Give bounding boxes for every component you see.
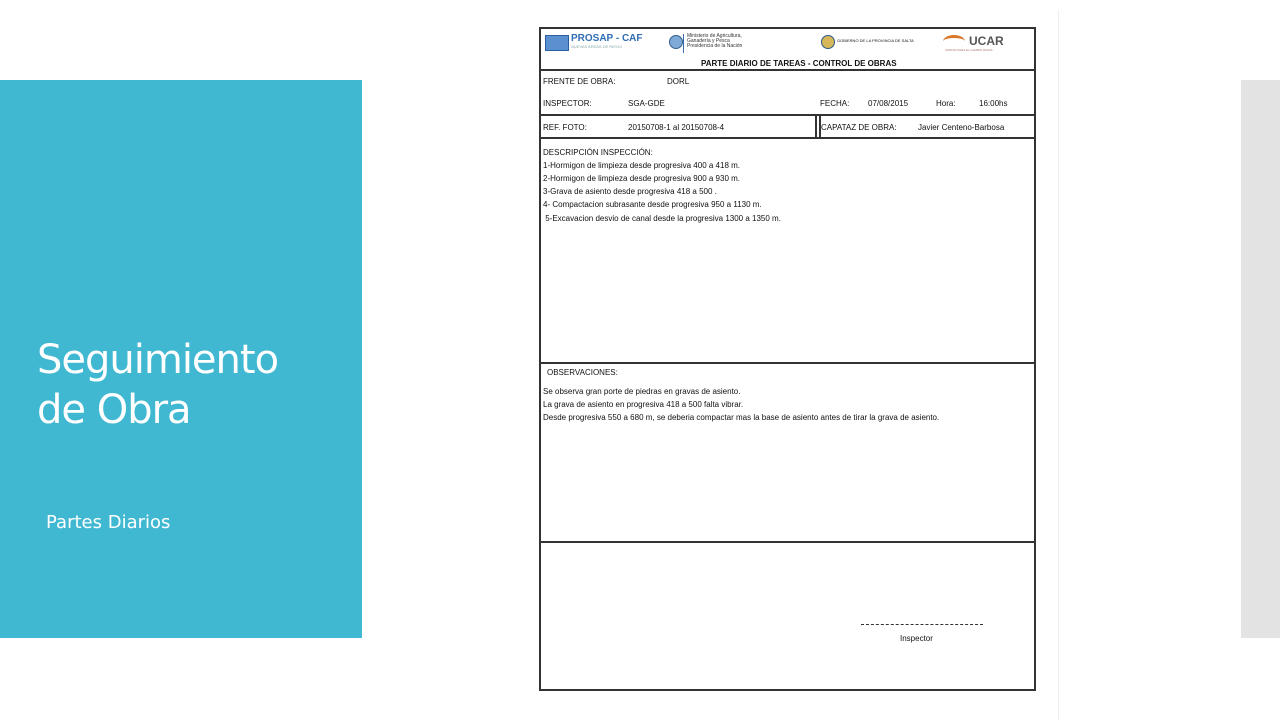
observacion-item: Se observa gran porte de piedras en gravas de asiento. — [543, 387, 741, 396]
right-side-bar — [1241, 80, 1280, 638]
report-title: PARTE DIARIO DE TAREAS - CONTROL DE OBRAS — [701, 59, 897, 68]
divider — [1058, 10, 1059, 720]
salta-seal-icon — [821, 35, 835, 49]
descripcion-item: 3-Grava de asiento desde progresiva 418 a 500 . — [543, 187, 717, 196]
row-divider — [541, 69, 1034, 71]
fecha-value: 07/08/2015 — [868, 99, 909, 108]
inspector-label: INSPECTOR: — [543, 99, 592, 108]
ref-foto-value: 20150708-1 al 20150708-4 — [628, 123, 725, 132]
prosap-logo-subtext: NUEVAS AREAS DE RIEGO — [571, 44, 623, 49]
signature-line — [861, 624, 983, 625]
row-divider — [541, 137, 1034, 139]
fecha-label: FECHA: — [820, 99, 850, 108]
observacion-item: Desde progresiva 550 a 680 m, se deberia compactar mas la base de asiento antes de tirar la grava de asiento. — [543, 413, 940, 422]
observacion-item: La grava de asiento en progresiva 418 a 500 falta vibrar. — [543, 400, 744, 409]
capataz-label: CAPATAZ DE OBRA: — [821, 123, 897, 132]
row-divider — [541, 362, 1034, 364]
row-divider — [541, 541, 1034, 543]
signature-label: Inspector — [900, 634, 933, 643]
argentina-seal-icon — [669, 35, 683, 49]
frente-label: FRENTE DE OBRA: — [543, 77, 616, 86]
descripcion-item: 4- Compactacion subrasante desde progresiva 950 a 1130 m. — [543, 200, 762, 209]
prosap-logo-icon — [545, 35, 569, 51]
slide-title — [37, 335, 337, 435]
ucar-logo-icon — [943, 35, 965, 48]
observaciones-label: OBSERVACIONES: — [547, 368, 618, 377]
cell-divider — [815, 114, 817, 137]
row-divider — [541, 114, 1034, 116]
descripcion-item: 5-Excavacion desvio de canal desde la progresiva 1300 a 1350 m. — [543, 214, 781, 223]
slide-title-line1: Seguimiento — [37, 337, 279, 383]
ministerio-line1: Ministerio de Agricultura, — [687, 33, 742, 39]
slide-title-line2: de Obra — [37, 387, 191, 433]
slide-subtitle: Partes Diarios — [46, 512, 171, 533]
prosap-logo-text: PROSAP - CAF — [571, 33, 643, 44]
daily-report-document — [539, 27, 1036, 691]
ministerio-logo-text — [687, 34, 742, 49]
ministerio-line2: Ganadería y Pesca — [687, 38, 730, 44]
salta-logo-text: GOBIERNO DE LA PROVINCIA DE SALTA — [837, 38, 914, 43]
descripcion-label: DESCRIPCIÓN INSPECCIÓN: — [543, 148, 653, 157]
capataz-value: Javier Centeno-Barbosa — [918, 123, 1005, 132]
ministerio-line3: Presidencia de la Nación — [687, 43, 743, 49]
hora-value: 16:00hs — [979, 99, 1008, 108]
inspector-value: SGA-GDE — [628, 99, 665, 108]
ref-foto-label: REF. FOTO: — [543, 123, 587, 132]
ministerio-divider — [683, 34, 684, 53]
frente-value: DORL — [667, 77, 690, 86]
title-panel — [0, 80, 362, 638]
ucar-logo-text: UCAR — [969, 34, 1004, 48]
hora-label: Hora: — [936, 99, 956, 108]
ucar-logo-subtext: UNIDAD PARA EL CAMBIO RURAL — [945, 48, 994, 52]
descripcion-item: 1-Hormigon de limpieza desde progresiva 400 a 418 m. — [543, 161, 740, 170]
descripcion-item: 2-Hormigon de limpieza desde progresiva 900 a 930 m. — [543, 174, 740, 183]
